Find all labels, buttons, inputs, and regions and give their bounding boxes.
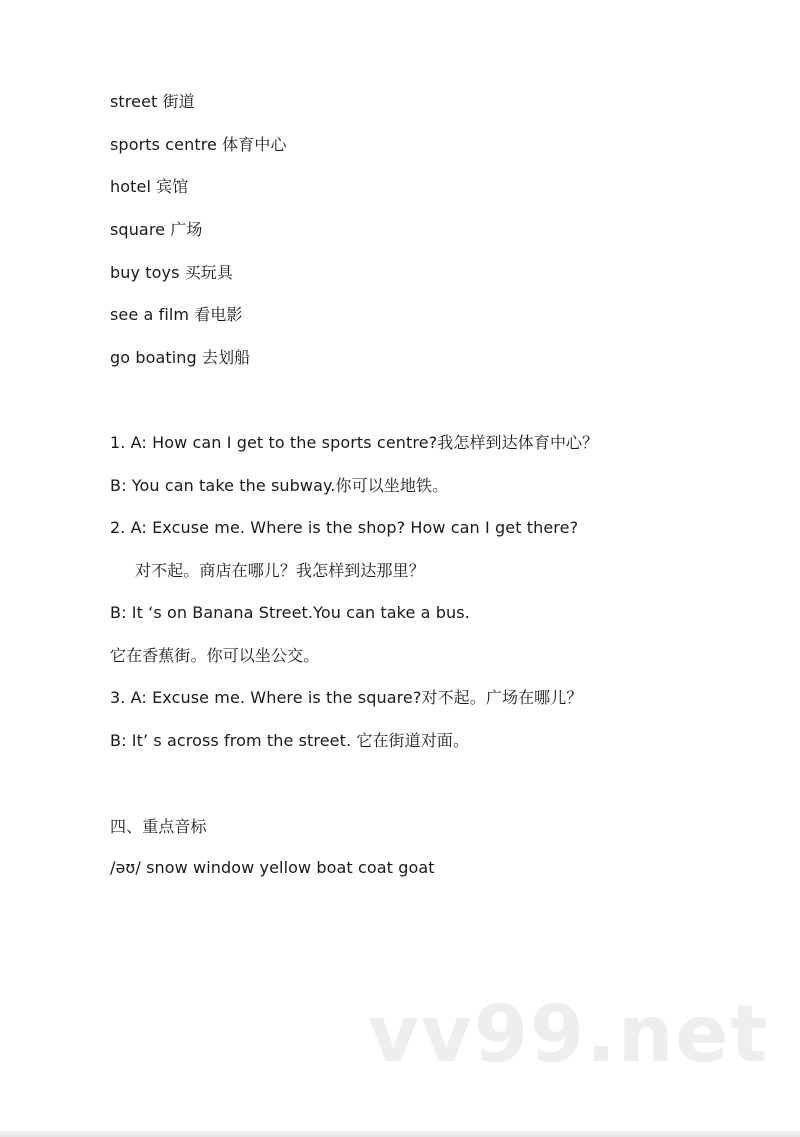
dialogue-2-question: 2. A: Excuse me. Where is the shop? How can I get there?: [110, 518, 579, 537]
dialogue-1-answer: B: You can take the subway.你可以坐地铁。: [110, 476, 449, 495]
dialogue-2-answer: B: It ‘s on Banana Street.You can take a bus.: [110, 603, 470, 622]
dialogue-2-question-translation: 对不起。商店在哪儿？我怎样到达那里？: [135, 561, 425, 580]
vocab-item-square: square 广场: [110, 220, 203, 239]
vocab-item-sports-centre: sports centre 体育中心: [110, 135, 287, 154]
page-bottom-edge: [0, 1131, 800, 1137]
phonics-line: /əʊ/ snow window yellow boat coat goat: [110, 858, 435, 877]
vocab-item-street: street 街道: [110, 92, 195, 111]
dialogue-3-question: 3. A: Excuse me. Where is the square?对不起。广场在哪儿？: [110, 688, 583, 707]
section-four-heading: 四、重点音标: [110, 817, 207, 836]
vocab-item-buy-toys: buy toys 买玩具: [110, 263, 234, 282]
vocab-item-see-a-film: see a film 看电影: [110, 305, 243, 324]
dialogue-1-question: 1. A: How can I get to the sports centre?我怎样到达体育中心？: [110, 433, 599, 452]
watermark: vv99.net: [368, 990, 770, 1080]
vocab-item-hotel: hotel 宾馆: [110, 177, 189, 196]
dialogue-2-answer-translation: 它在香蕉街。你可以坐公交。: [110, 646, 320, 665]
dialogue-3-answer: B: It’ s across from the street. 它在街道对面。: [110, 731, 470, 750]
vocab-item-go-boating: go boating 去划船: [110, 348, 251, 367]
